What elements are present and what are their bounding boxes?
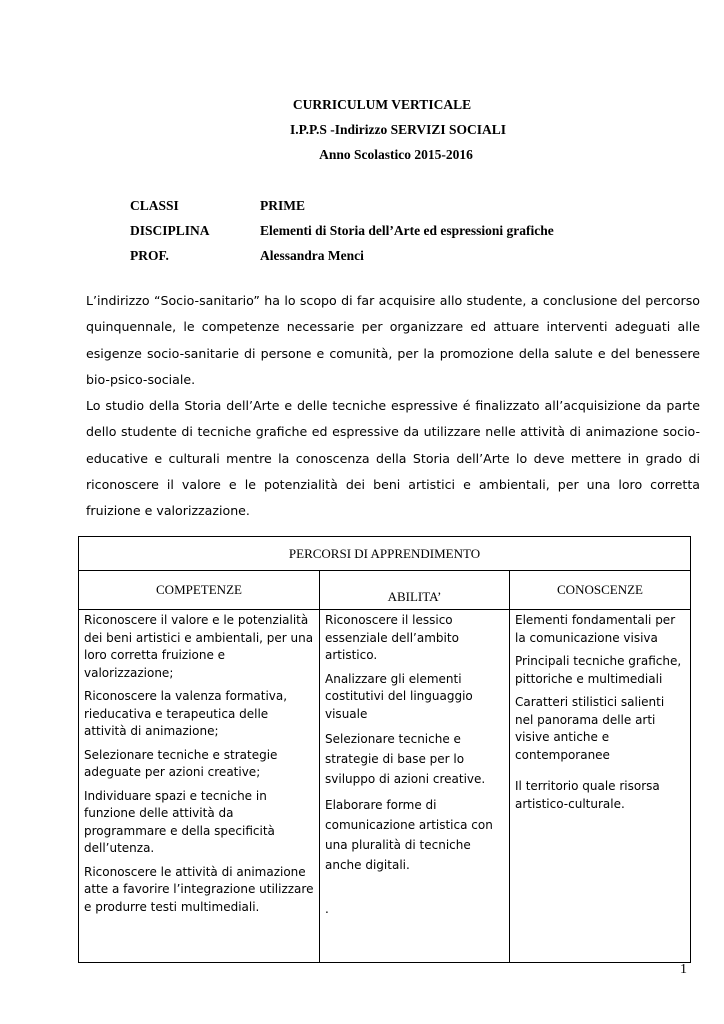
disciplina-label: DISCIPLINA xyxy=(130,223,210,238)
table-title: PERCORSI DI APPRENDIMENTO xyxy=(79,537,691,571)
abilita-item: . xyxy=(325,902,329,916)
intro-text xyxy=(86,288,700,525)
disciplina-value: Elementi di Storia dell’Arte ed espressioni grafiche xyxy=(260,223,554,238)
header-abilita: ABILITA’ xyxy=(320,571,510,610)
abilita-item: Analizzare gli elementi costitutivi del linguaggio visuale xyxy=(325,671,473,721)
conoscenza-item: Il territorio quale risorsa artistico-culturale. xyxy=(515,779,660,811)
abilita-item: Elaborare forme di comunicazione artistica con una pluralità di tecniche anche digitali. xyxy=(325,798,493,872)
info-row-classi xyxy=(130,193,554,218)
learning-paths-table xyxy=(78,536,691,963)
abilita-item: Selezionare tecniche e strategie di base per lo sviluppo di azioni creative. xyxy=(325,732,486,786)
header-title: CURRICULUM VERTICALE xyxy=(292,97,472,112)
header-year: Anno Scolastico 2015-2016 xyxy=(319,147,473,162)
info-row-disciplina xyxy=(130,218,554,243)
abilita-item: Riconoscere il lessico essenziale dell’ambito artistico. xyxy=(325,613,459,662)
header-competenze: COMPETENZE xyxy=(79,571,320,610)
prof-label: PROF. xyxy=(130,248,169,263)
classi-value: PRIME xyxy=(260,198,305,213)
competenza-item: Riconoscere il valore e le potenzialità dei beni artistici e ambientali, per una loro corretta fruizione e valorizzazione; xyxy=(84,613,314,680)
competenze-cell xyxy=(79,610,320,963)
intro-paragraph-1: L’indirizzo “Socio-sanitario” ha lo scopo di far acquisire allo studente, a conclusione del percorso quinquennale, le competenze necessarie per organizzare ed attuare interventi adeguati alle esigenze socio-sanitarie di persone e comunità, per la promozione della salute e del benessere bio-psico-sociale. xyxy=(86,293,700,387)
conoscenze-cell xyxy=(510,610,691,963)
prof-value: Alessandra Menci xyxy=(260,248,364,263)
conoscenza-item: Caratteri stilistici salienti nel panorama delle arti visive antiche e contemporanee xyxy=(515,695,665,762)
header-school: I.P.P.S -Indirizzo SERVIZI SOCIALI xyxy=(289,122,507,137)
classi-label: CLASSI xyxy=(130,198,179,213)
competenza-item: Individuare spazi e tecniche in funzione delle attività da programmare e della specificità dell’utenza. xyxy=(84,788,275,855)
info-row-prof xyxy=(130,243,554,268)
conoscenza-item: Elementi fondamentali per la comunicazione visiva xyxy=(515,613,676,645)
document-header xyxy=(0,92,724,167)
page-number: 1 xyxy=(680,962,687,977)
competenza-item: Riconoscere le attività di animazione atte a favorire l’integrazione utilizzare e produrre testi multimediali. xyxy=(84,864,314,914)
course-info xyxy=(130,193,554,268)
abilita-cell xyxy=(320,610,510,963)
competenza-item: Riconoscere la valenza formativa, rieducativa e terapeutica delle attività di animazione; xyxy=(84,689,288,738)
conoscenza-item: Principali tecniche grafiche, pittoriche e multimediali xyxy=(515,654,682,686)
competenza-item: Selezionare tecniche e strategie adeguate per azioni creative; xyxy=(84,747,278,779)
header-conoscenze: CONOSCENZE xyxy=(510,571,691,610)
intro-paragraph-2: Lo studio della Storia dell’Arte e delle tecniche espressive é finalizzato all’acquisizione da parte dello studente di tecniche grafiche ed espressive da utilizzare nelle attività di animazione socio-educative e culturali mentre la conoscenza della Storia dell’Arte lo deve mettere in grado di riconoscere il valore e le potenzialità dei beni artistici e ambientali, per una loro corretta fruizione e valorizzazione. xyxy=(86,398,700,519)
